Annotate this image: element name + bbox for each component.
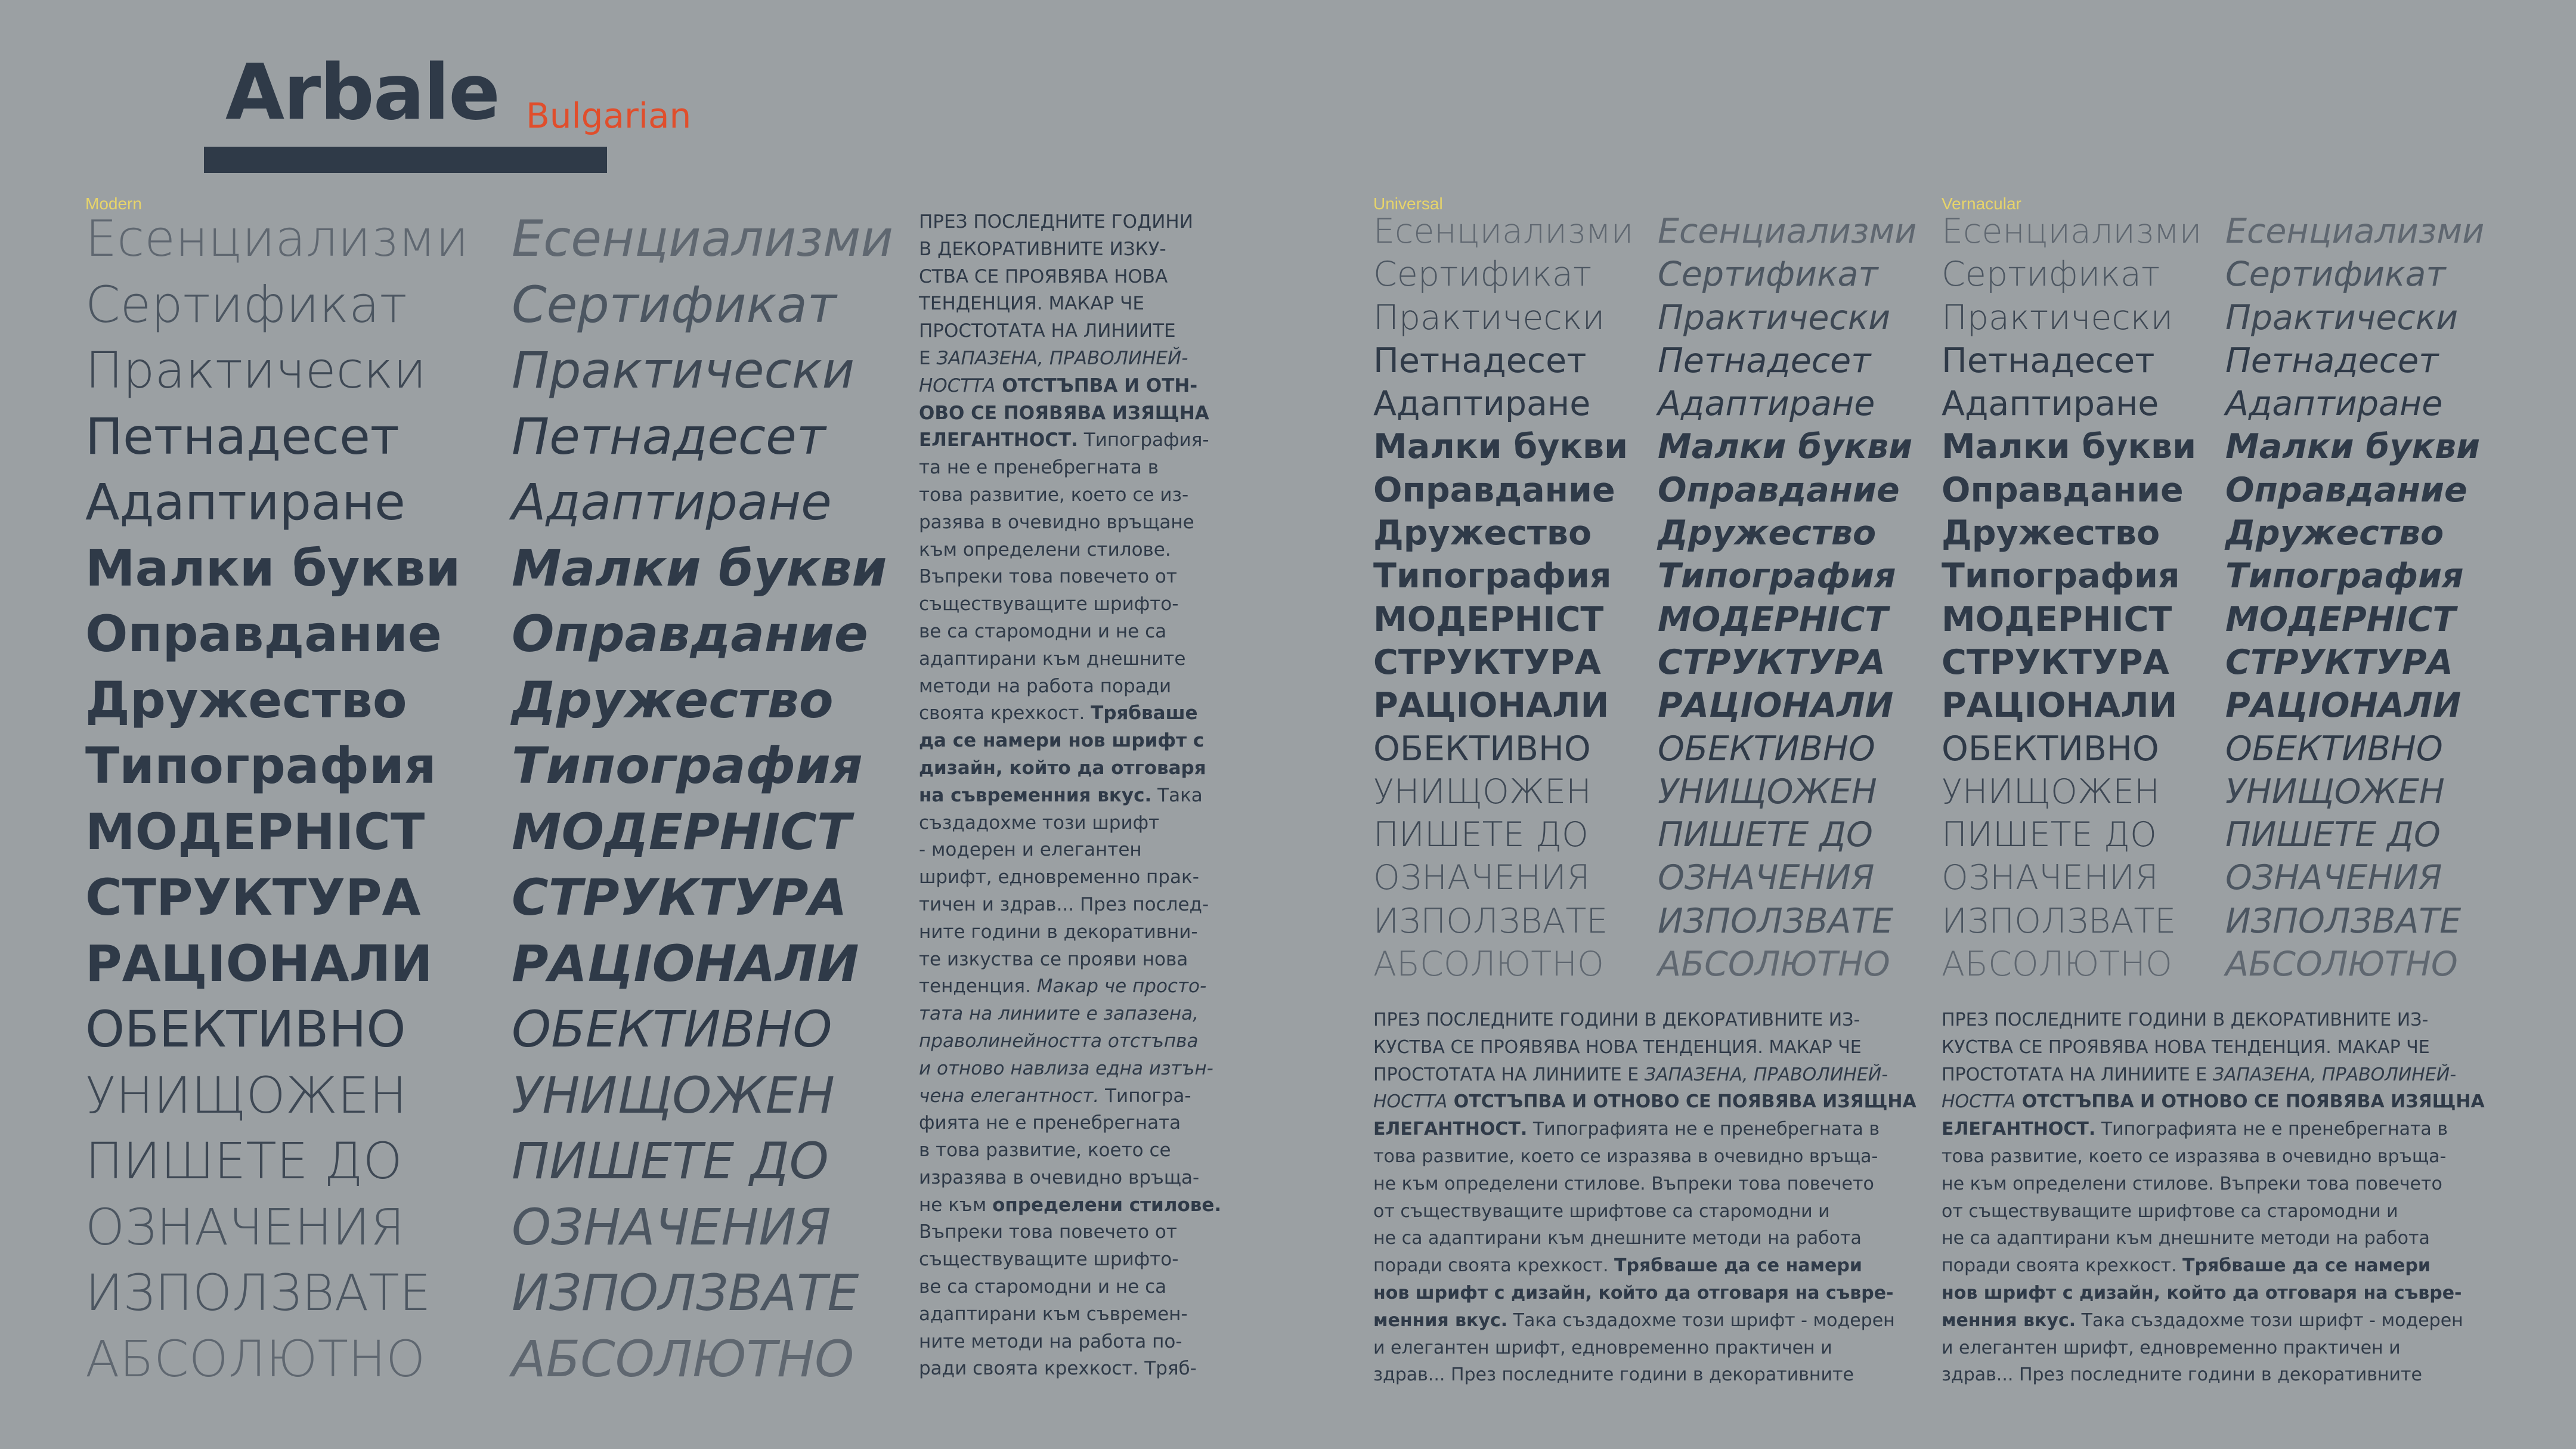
text-run: в това развитие, което се: [919, 1140, 1171, 1162]
specimen-word: Практически: [1373, 298, 1605, 338]
text-run: ОТСТЪПВА И ОТН-: [995, 374, 1198, 397]
text-line: [1942, 1061, 2485, 1089]
text-run: Макар че просто-: [1036, 976, 1207, 998]
text-line: [919, 209, 1221, 236]
specimen-word: ПИШЕТЕ ДО: [1373, 815, 1589, 855]
text-line: [919, 1110, 1221, 1137]
text-run: адаптирани към съвремен-: [919, 1303, 1188, 1325]
text-run: не към: [919, 1194, 993, 1216]
text-run: поради своята крехкост.: [1942, 1255, 2183, 1277]
specimen-word: Адаптиране: [512, 473, 832, 531]
text-line: [919, 1165, 1221, 1192]
text-run: шрифт, едновременно прак-: [919, 866, 1199, 888]
specimen-word: Типография: [2225, 556, 2464, 596]
text-run: нов шрифт с дизайн, който да отговаря на съвре-: [1373, 1282, 1894, 1304]
specimen-word: Петнадесет: [1658, 340, 1871, 380]
text-run: В ДЕКОРАТИВНИТЕ ИЗКУ-: [919, 238, 1166, 260]
text-line: [919, 509, 1221, 537]
text-run: нов шрифт с дизайн, който да отговаря на съвре-: [1942, 1282, 2462, 1304]
text-run: това развитие, което се изразява в очевидно връща-: [1942, 1145, 2447, 1167]
modern-upright-column: [85, 206, 469, 1392]
text-line: [919, 482, 1221, 509]
specimen-word: Есенциализми: [1942, 212, 2202, 251]
specimen-word: Типография: [1373, 556, 1612, 596]
text-line: [1373, 1143, 1916, 1171]
specimen-word: УНИЩОЖЕН: [1373, 772, 1592, 812]
text-run: чена елегантност.: [919, 1085, 1100, 1107]
text-line: [919, 290, 1221, 318]
text-line: [919, 345, 1221, 373]
specimen-word: Адаптиране: [1658, 384, 1875, 424]
specimen-word: МОДЕРНІСТ: [1942, 599, 2172, 639]
specimen-word: АБСОЛЮТНО: [2225, 945, 2458, 984]
text-line: [1942, 1034, 2485, 1061]
text-run: фията не е пренебрегната: [919, 1112, 1181, 1134]
vernacular-upright-column: [1942, 210, 2202, 986]
text-run: Въпреки това повечето от: [919, 566, 1177, 588]
text-run: ради своята крехкост. Тряб-: [919, 1358, 1197, 1380]
text-run: КУСТВА СЕ ПРОЯВЯВА НОВА ТЕНДЕНЦИЯ. МАКАР ЧЕ: [1373, 1036, 1862, 1058]
text-run: съществуващите шрифто-: [919, 1249, 1179, 1271]
specimen-word: ОЗНАЧЕНИЯ: [1373, 858, 1590, 898]
text-run: - модерен и елегантен: [919, 839, 1142, 861]
specimen-word: Есенциализми: [512, 209, 894, 268]
section-label-universal: Universal: [1373, 194, 1443, 213]
specimen-word: ПИШЕТЕ ДО: [1942, 815, 2157, 855]
specimen-word: ИЗПОЛЗВАТЕ: [512, 1264, 859, 1322]
text-line: [919, 1301, 1221, 1329]
text-line: [919, 1274, 1221, 1301]
text-line: [1373, 1034, 1916, 1061]
text-run: ЕЛЕГАНТНОСТ.: [1942, 1119, 2096, 1140]
specimen-word: ИЗПОЛЗВАТЕ: [1373, 901, 1608, 941]
specimen-word: Дружество: [1658, 513, 1877, 553]
text-line: [1942, 1143, 2485, 1171]
text-run: методи на работа поради: [919, 675, 1172, 697]
text-run: ве са старомодни и не са: [919, 1276, 1167, 1298]
specimen-word: Типография: [512, 736, 863, 795]
logo-underline-bar: [204, 147, 607, 173]
text-line: [1942, 1088, 2485, 1116]
modern-italic-column: [512, 206, 893, 1392]
text-line: [919, 537, 1221, 564]
text-line: [1942, 1307, 2485, 1335]
text-run: изразява в очевидно връща-: [919, 1166, 1200, 1188]
specimen-word: УНИЩОЖЕН: [2225, 772, 2445, 812]
specimen-word: МОДЕРНІСТ: [2225, 599, 2456, 639]
specimen-word: Малки букви: [2225, 427, 2481, 467]
specimen-word: ИЗПОЛЗВАТЕ: [1942, 901, 2176, 941]
text-line: [919, 810, 1221, 837]
specimen-word: МОДЕРНІСТ: [85, 802, 425, 861]
text-run: ЗАПАЗЕНА, ПРАВОЛИНЕЙ-: [2212, 1064, 2457, 1085]
text-run: към определени стилове.: [919, 538, 1171, 561]
specimen-word: Сертификат: [1658, 255, 1878, 295]
text-run: поради своята крехкост.: [1373, 1255, 1615, 1277]
text-run: тата на линиите е запазена,: [919, 1003, 1199, 1025]
text-run: ПРОСТОТАТА НА ЛИНИИТЕ: [919, 320, 1176, 342]
specimen-word: Дружество: [1942, 513, 2160, 553]
specimen-word: Адаптиране: [1373, 384, 1591, 424]
text-run: те изкуства се прояви нова: [919, 948, 1188, 970]
specimen-word: ОБЕКТИВНО: [85, 1000, 406, 1058]
specimen-word: Практически: [1942, 298, 2174, 338]
section-label-vernacular: Vernacular: [1942, 194, 2021, 213]
text-run: ПРОСТОТАТА НА ЛИНИИТЕ Е: [1373, 1064, 1645, 1085]
specimen-word: РАЦІОНАЛИ: [1942, 686, 2178, 726]
text-run: адаптирани към днешните: [919, 648, 1186, 670]
specimen-word: Оправдание: [1658, 470, 1900, 510]
text-run: ве са старомодни и не са: [919, 620, 1167, 642]
text-run: създадохме този шрифт: [919, 812, 1160, 834]
specimen-word: Петнадесет: [2225, 340, 2439, 380]
text-run: ЕЛЕГАНТНОСТ.: [1373, 1119, 1528, 1140]
specimen-word: Адаптиране: [2225, 384, 2443, 424]
text-line: [1373, 1088, 1916, 1116]
specimen-word: ОЗНАЧЕНИЯ: [2225, 858, 2442, 898]
text-run: това развитие, което се изразява в очевидно връща-: [1373, 1145, 1878, 1167]
text-run: ЗАПАЗЕНА, ПРАВОЛИНЕЙ-: [1644, 1064, 1888, 1085]
text-run: КУСТВА СЕ ПРОЯВЯВА НОВА ТЕНДЕНЦИЯ. МАКАР ЧЕ: [1942, 1036, 2430, 1058]
text-line: [919, 618, 1221, 646]
specimen-word: ПИШЕТЕ ДО: [512, 1132, 829, 1190]
text-run: ните години в декоративни-: [919, 921, 1198, 943]
specimen-word: Типография: [85, 736, 436, 795]
specimen-word: ОЗНАЧЕНИЯ: [85, 1197, 405, 1256]
text-run: от съществуващите шрифтове са старомодни и: [1373, 1200, 1830, 1222]
specimen-word: РАЦІОНАЛИ: [2225, 686, 2462, 726]
text-line: [1373, 1335, 1916, 1362]
specimen-word: Практически: [85, 341, 426, 400]
vernacular-italic-column: [2225, 210, 2484, 986]
text-run: Така: [1151, 784, 1203, 806]
specimen-word: ОЗНАЧЕНИЯ: [512, 1197, 831, 1256]
text-run: ните методи на работа по-: [919, 1330, 1182, 1352]
specimen-word: АБСОЛЮТНО: [1658, 945, 1890, 984]
specimen-word: АБСОЛЮТНО: [85, 1329, 426, 1388]
text-run: менния вкус.: [1942, 1309, 2076, 1331]
specimen-word: ИЗПОЛЗВАТЕ: [2225, 901, 2462, 941]
specimen-word: Петнадесет: [512, 407, 826, 466]
specimen-word: ОЗНАЧЕНИЯ: [1658, 858, 1875, 898]
specimen-word: Типография: [1658, 556, 1896, 596]
text-line: [919, 591, 1221, 618]
text-run: ЕЛЕГАНТНОСТ.: [919, 429, 1078, 451]
specimen-word: Дружество: [512, 670, 834, 729]
text-run: своята крехкост.: [919, 702, 1091, 724]
specimen-word: Практически: [2225, 298, 2459, 338]
specimen-word: ПИШЕТЕ ДО: [1658, 815, 1873, 855]
text-line: [1373, 1198, 1916, 1225]
text-run: Типогра-: [1099, 1085, 1191, 1107]
text-run: не към определени стилове. Въпреки това повечето: [1373, 1173, 1874, 1194]
specimen-word: РАЦІОНАЛИ: [85, 934, 433, 993]
specimen-word: МОДЕРНІСТ: [512, 802, 852, 861]
specimen-word: Дружество: [2225, 513, 2444, 553]
text-line: [919, 919, 1221, 946]
text-run: ОВО СЕ ПОЯВЯВА ИЗЯЩНА: [919, 402, 1209, 424]
specimen-word: ОБЕКТИВНО: [512, 1000, 832, 1058]
specimen-word: ПИШЕТЕ ДО: [2225, 815, 2441, 855]
text-run: Въпреки това повечето от: [919, 1221, 1177, 1243]
text-run: ОТСТЪПВА И ОТНОВО СЕ ПОЯВЯВА ИЗЯЩНА: [1447, 1091, 1916, 1113]
text-run: та не е пренебрегната в: [919, 457, 1159, 479]
specimen-word: УНИЩОЖЕН: [1942, 772, 2160, 812]
specimen-word: МОДЕРНІСТ: [1373, 599, 1604, 639]
text-line: [1942, 1252, 2485, 1280]
text-line: [919, 782, 1221, 810]
text-line: [919, 700, 1221, 727]
specimen-word: Есенциализми: [1658, 212, 1917, 251]
text-run: СТВА СЕ ПРОЯВЯВА НОВА: [919, 265, 1168, 287]
text-run: Типографията не е пренебрегната в: [1527, 1119, 1880, 1140]
text-run: съществуващите шрифто-: [919, 593, 1179, 615]
text-run: от съществуващите шрифтове са старомодни и: [1942, 1200, 2398, 1222]
text-line: [919, 318, 1221, 345]
text-run: праволинейността отстъпва: [919, 1030, 1199, 1052]
text-line: [1942, 1198, 2485, 1225]
universal-italic-column: [1658, 210, 1916, 986]
specimen-word: АБСОЛЮТНО: [1373, 945, 1604, 984]
specimen-word: СТРУКТУРА: [1658, 642, 1885, 682]
specimen-word: Малки букви: [512, 538, 887, 597]
text-run: НОСТТА: [1942, 1091, 2016, 1113]
text-line: [1373, 1280, 1916, 1307]
specimen-word: Петнадесет: [1373, 340, 1587, 380]
text-run: НОСТТА: [919, 374, 996, 397]
specimen-word: Сертификат: [512, 275, 837, 334]
text-run: менния вкус.: [1373, 1309, 1508, 1331]
specimen-word: Оправдание: [1373, 470, 1615, 510]
specimen-word: Типография: [1942, 556, 2180, 596]
specimen-word: СТРУКТУРА: [2225, 642, 2453, 682]
text-line: [919, 1192, 1221, 1219]
specimen-word: Практически: [1658, 298, 1891, 338]
text-line: [919, 673, 1221, 701]
section-label-modern: Modern: [85, 194, 142, 213]
text-line: [919, 1137, 1221, 1165]
specimen-word: Адаптиране: [1942, 384, 2159, 424]
text-run: не са адаптирани към днешните методи на работа: [1942, 1228, 2430, 1249]
text-line: [1373, 1252, 1916, 1280]
text-line: [919, 755, 1221, 782]
specimen-word: ОБЕКТИВНО: [1373, 729, 1591, 769]
text-run: Типографията не е пренебрегната в: [2095, 1119, 2448, 1140]
text-run: Е: [919, 347, 937, 369]
specimen-word: ПИШЕТЕ ДО: [85, 1132, 402, 1190]
text-line: [919, 646, 1221, 673]
text-run: тенденция.: [919, 976, 1037, 998]
specimen-word: Малки букви: [1658, 427, 1913, 467]
text-line: [919, 1246, 1221, 1274]
specimen-word: Малки букви: [1942, 427, 2197, 467]
specimen-word: Малки букви: [85, 538, 461, 597]
specimen-word: Оправдание: [2225, 470, 2467, 510]
text-line: [919, 727, 1221, 755]
text-line: [1942, 1280, 2485, 1307]
text-run: и елегантен шрифт, едновременно практичен и: [1942, 1337, 2401, 1358]
text-run: ЗАПАЗЕНА, ПРАВОЛИНЕЙ-: [936, 347, 1188, 369]
text-run: дизайн, който да отговаря: [919, 757, 1206, 779]
text-line: [919, 973, 1221, 1001]
text-line: [919, 1083, 1221, 1110]
text-line: [919, 400, 1221, 428]
specimen-word: Сертификат: [1373, 255, 1592, 295]
text-line: [919, 946, 1221, 974]
text-line: [919, 1028, 1221, 1055]
text-run: на съвременния вкус.: [919, 784, 1152, 806]
specimen-word: УНИЩОЖЕН: [512, 1066, 835, 1125]
specimen-word: ИЗПОЛЗВАТЕ: [1658, 901, 1894, 941]
text-line: [919, 236, 1221, 264]
text-line: [919, 837, 1221, 864]
text-line: [919, 1001, 1221, 1028]
vernacular-body-text: [1942, 1007, 2485, 1389]
text-line: [1373, 1116, 1916, 1143]
specimen-word: УНИЩОЖЕН: [1658, 772, 1877, 812]
specimen-word: АБСОЛЮТНО: [512, 1329, 854, 1388]
text-line: [919, 454, 1221, 482]
specimen-word: РАЦІОНАЛИ: [1373, 686, 1609, 726]
modern-body-text: [919, 209, 1221, 1383]
text-run: не към определени стилове. Въпреки това повечето: [1942, 1173, 2442, 1194]
text-line: [1942, 1361, 2485, 1389]
specimen-word: Оправдание: [512, 605, 868, 663]
text-line: [1373, 1361, 1916, 1389]
specimen-word: МОДЕРНІСТ: [1658, 599, 1888, 639]
specimen-word: ИЗПОЛЗВАТЕ: [85, 1264, 431, 1322]
specimen-word: АБСОЛЮТНО: [1942, 945, 2172, 984]
text-run: НОСТТА: [1373, 1091, 1448, 1113]
text-line: [1373, 1061, 1916, 1089]
specimen-word: ОБЕКТИВНО: [1658, 729, 1875, 769]
text-line: [1373, 1007, 1916, 1034]
text-run: Така създадохме този шрифт - модерен: [2076, 1309, 2463, 1331]
text-run: да се намери нов шрифт с: [919, 730, 1205, 752]
text-run: ПРЕЗ ПОСЛЕДНИТЕ ГОДИНИ В ДЕКОРАТИВНИТЕ ИЗ-: [1942, 1010, 2429, 1030]
specimen-word: ОЗНАЧЕНИЯ: [1942, 858, 2159, 898]
text-run: здрав... През последните години в декоративните: [1373, 1364, 1854, 1386]
text-line: [1942, 1116, 2485, 1143]
text-run: разява в очевидно връщане: [919, 511, 1194, 533]
text-line: [919, 373, 1221, 400]
text-line: [1373, 1225, 1916, 1252]
text-line: [919, 1219, 1221, 1246]
text-run: определени стилове.: [992, 1194, 1222, 1216]
specimen-word: Есенциализми: [2225, 212, 2485, 251]
text-line: [1942, 1335, 2485, 1362]
specimen-word: УНИЩОЖЕН: [85, 1066, 407, 1125]
text-run: Типография-: [1078, 429, 1209, 451]
specimen-word: Адаптиране: [85, 473, 405, 531]
specimen-word: РАЦІОНАЛИ: [1658, 686, 1894, 726]
text-line: [1942, 1007, 2485, 1034]
logo-title: Arbale: [225, 48, 499, 137]
specimen-word: Малки букви: [1373, 427, 1628, 467]
specimen-word: СТРУКТУРА: [1942, 642, 2169, 682]
text-run: ПРОСТОТАТА НА ЛИНИИТЕ Е: [1942, 1064, 2213, 1085]
text-line: [919, 1329, 1221, 1356]
specimen-word: СТРУКТУРА: [1373, 642, 1601, 682]
text-line: [919, 427, 1221, 454]
text-run: здрав... През последните години в декоративните: [1942, 1364, 2422, 1386]
specimen-word: Петнадесет: [85, 407, 400, 466]
specimen-word: СТРУКТУРА: [85, 868, 421, 927]
text-line: [1373, 1307, 1916, 1335]
logo-subtitle: Bulgarian: [526, 95, 692, 136]
text-line: [1373, 1171, 1916, 1198]
text-line: [919, 1055, 1221, 1083]
specimen-word: Оправдание: [1942, 470, 2184, 510]
text-line: [919, 1355, 1221, 1383]
text-run: Трябваше да се намери: [2182, 1255, 2431, 1277]
specimen-word: Сертификат: [2225, 255, 2446, 295]
text-run: ТЕНДЕНЦИЯ. МАКАР ЧЕ: [919, 293, 1145, 315]
text-line: [1942, 1225, 2485, 1252]
text-run: Трябваше да се намери: [1614, 1255, 1862, 1277]
text-run: Трябваше: [1091, 702, 1198, 724]
specimen-word: Дружество: [85, 670, 407, 729]
text-line: [919, 264, 1221, 291]
text-run: ОТСТЪПВА И ОТНОВО СЕ ПОЯВЯВА ИЗЯЩНА: [2015, 1091, 2485, 1113]
universal-upright-column: [1373, 210, 1633, 986]
specimen-word: Сертификат: [85, 275, 407, 334]
text-run: ПРЕЗ ПОСЛЕДНИТЕ ГОДИНИ: [919, 211, 1193, 233]
specimen-word: Есенциализми: [1373, 212, 1634, 251]
text-run: тичен и здрав... През послед-: [919, 893, 1209, 915]
text-run: не са адаптирани към днешните методи на работа: [1373, 1228, 1862, 1249]
specimen-word: Есенциализми: [85, 209, 469, 268]
universal-body-text: [1373, 1007, 1916, 1389]
text-run: Така създадохме този шрифт - модерен: [1507, 1309, 1895, 1331]
specimen-word: Петнадесет: [1942, 340, 2155, 380]
specimen-word: РАЦІОНАЛИ: [512, 934, 859, 993]
text-line: [919, 891, 1221, 919]
text-line: [919, 864, 1221, 891]
text-line: [1942, 1171, 2485, 1198]
specimen-word: СТРУКТУРА: [512, 868, 847, 927]
text-run: и отново навлиза една изтън-: [919, 1057, 1213, 1079]
text-run: това развитие, което се из-: [919, 484, 1189, 506]
specimen-word: Дружество: [1373, 513, 1592, 553]
specimen-word: ОБЕКТИВНО: [1942, 729, 2159, 769]
specimen-word: ОБЕКТИВНО: [2225, 729, 2443, 769]
specimen-word: Сертификат: [1942, 255, 2160, 295]
text-line: [919, 564, 1221, 591]
text-run: и елегантен шрифт, едновременно практичен и: [1373, 1337, 1832, 1358]
specimen-word: Оправдание: [85, 605, 442, 663]
text-run: ПРЕЗ ПОСЛЕДНИТЕ ГОДИНИ В ДЕКОРАТИВНИТЕ ИЗ-: [1373, 1010, 1860, 1030]
specimen-word: Практически: [512, 341, 855, 400]
